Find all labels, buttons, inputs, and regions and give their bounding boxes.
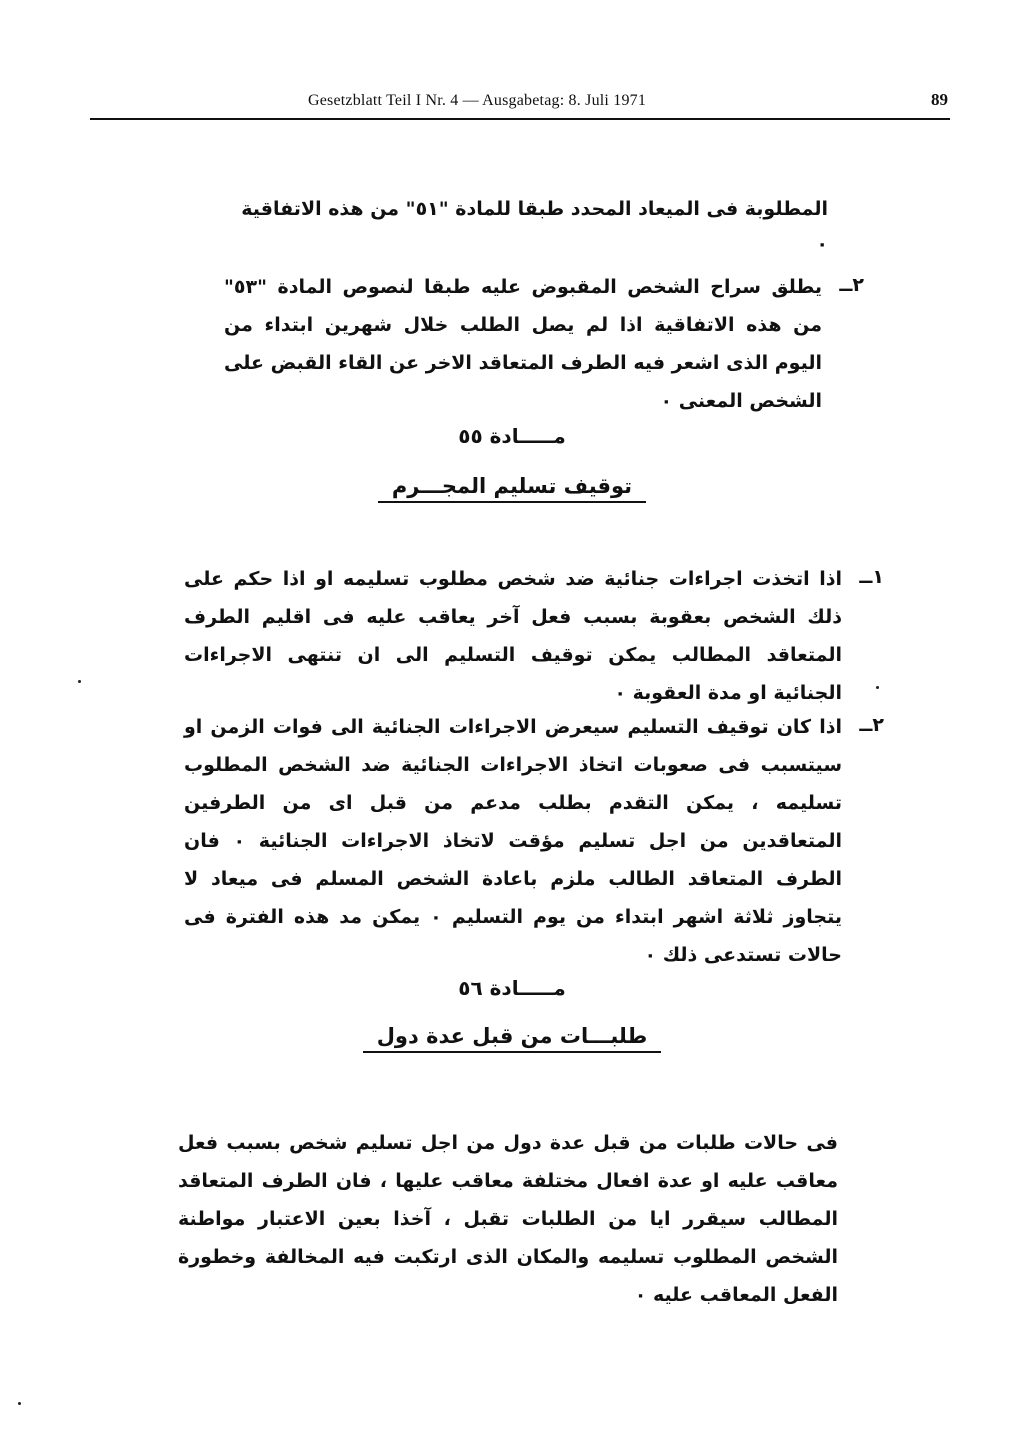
article-56-title xyxy=(0,1024,1024,1053)
item-number: ١ــ xyxy=(859,566,884,588)
page-number: 89 xyxy=(931,90,948,109)
article-55-item-2 xyxy=(184,708,884,966)
scan-speck xyxy=(78,680,81,683)
scan-speck xyxy=(876,686,879,689)
item-number: ٢ــ xyxy=(839,274,864,296)
intro-continuation: المطلوبة فى الميعاد المحدد طبقا للمادة "٥١" من هذه الاتفاقية ٠ xyxy=(241,198,828,255)
article-55-heading: مـــــادة ٥٥ xyxy=(458,424,566,448)
prior-item-2 xyxy=(224,268,864,412)
page-header xyxy=(90,88,950,118)
article-56-text: فى حالات طلبات من قبل عدة دول من اجل تسليم شخص بسبب فعل معاقب عليه او عدة افعال مختلفة معاقب عليها ، فان الطرف المتعاقد المطالب سيقرر ايا من الطلبات تقبل ، آخذا بعين الاعتبار مواطنة الشخص المطلوب تسليمه والمكان الذى ارتكبت فيه المخالفة وخطورة الفعل المعاقب عليه ٠ xyxy=(178,1132,838,1306)
item-text: يطلق سراح الشخص المقبوض عليه طبقا لنصوص المادة "٥٣" من هذه الاتفاقية اذا لم يصل الطلب خلال شهرين ابتداء من اليوم الذى اشعر فيه الطرف المتعاقد الاخر عن القاء القبض على الشخص المعنى ٠ xyxy=(224,276,822,412)
article-55-title-text: توقيف تسليم المجـــرم xyxy=(378,474,646,503)
item-number: ٢ــ xyxy=(859,714,884,736)
article-55-item-1 xyxy=(184,560,884,704)
article-55-title xyxy=(0,474,1024,503)
article-56-heading: مـــــادة ٥٦ xyxy=(458,976,566,1000)
header-rule xyxy=(90,118,950,120)
item-text: اذا كان توقيف التسليم سيعرض الاجراءات الجنائية الى فوات الزمن او سيتسبب فى صعوبات اتخاذ الاجراءات الجنائية ضد الشخص المطلوب تسليمه ، يمكن التقدم بطلب مدعم من قبل اى من الطرفين المتعاقدين من اجل تسليم مؤقت لاتخاذ الاجراءات الجنائية ٠ فان الطرف المتعاقد الطالب ملزم باعادة الشخص المسلم فى ميعاد لا يتجاوز ثلاثة اشهر ابتداء من يوم التسليم ٠ يمكن مد هذه الفترة فى حالات تستدعى ذلك ٠ xyxy=(184,716,842,966)
scan-speck xyxy=(18,1402,21,1405)
gazette-title: Gesetzblatt Teil I Nr. 4 — Ausgabetag: 8. Juli 1971 xyxy=(308,92,647,109)
article-56-title-text: طلبـــات من قبل عدة دول xyxy=(363,1024,662,1053)
item-text: اذا اتخذت اجراءات جنائية ضد شخص مطلوب تسليمه او اذا حكم على ذلك الشخص بعقوبة بسبب فعل آخر يعاقب عليه فى اقليم الطرف المتعاقد المطالب يمكن توقيف التسليم الى ان تنتهى الاجراءات الجنائية او مدة العقوبة ٠ xyxy=(184,568,842,704)
